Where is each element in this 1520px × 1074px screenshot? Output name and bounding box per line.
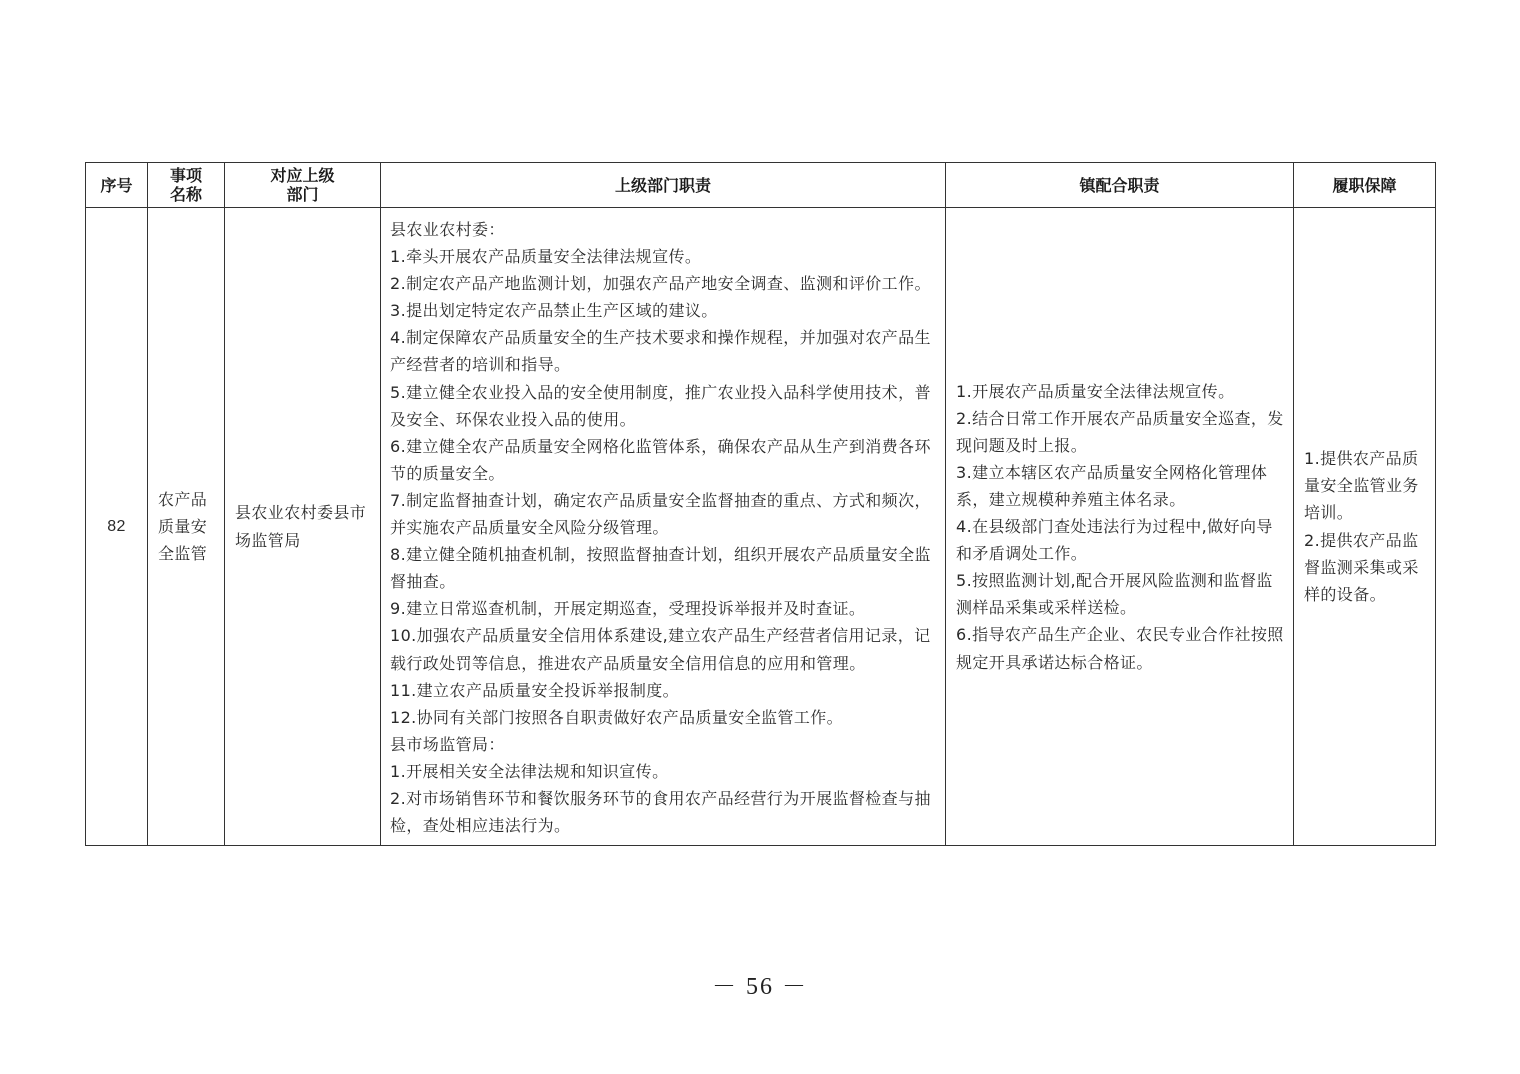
superior-duty-item: 10.加强农产品质量安全信用体系建设,建立农产品生产经营者信用记录，记载行政处罚等信息，推进农产品质量安全信用信息的应用和管理。 bbox=[390, 626, 931, 673]
guarantee-cell bbox=[1294, 208, 1436, 846]
superior-duty-item: 6.建立健全农产品质量安全网格化监管体系，确保农产品从生产到消费各环节的质量安全。 bbox=[390, 436, 931, 483]
town-duty-item: 2.结合日常工作开展农产品质量安全巡查，发现问题及时上报。 bbox=[956, 408, 1284, 455]
guarantee-item: 1.提供农产品质量安全监管业务培训。 bbox=[1304, 449, 1419, 523]
town-duty-item: 6.指导农产品生产企业、农民专业合作社按照规定开具承诺达标合格证。 bbox=[956, 625, 1284, 672]
superior-duty-item: 1.开展相关安全法律法规和知识宣传。 bbox=[390, 761, 669, 781]
superior-duty-item: 县市场监管局： bbox=[390, 734, 505, 754]
table-row bbox=[86, 208, 1436, 846]
header-dept-line-1: 对应上级 bbox=[270, 166, 335, 185]
superior-duty-item: 11.建立农产品质量安全投诉举报制度。 bbox=[390, 680, 680, 700]
header-item-name-line-1: 事项 bbox=[169, 166, 202, 185]
superior-duty-item: 4.制定保障农产品质量安全的生产技术要求和操作规程，并加强对农产品生产经营者的培训和指导。 bbox=[390, 328, 931, 375]
dept-name: 县农业农村委县市场监管局 bbox=[225, 208, 381, 846]
superior-duty-item: 3.提出划定特定农产品禁止生产区域的建议。 bbox=[390, 301, 718, 321]
town-duty-item: 3.建立本辖区农产品质量安全网格化管理体系，建立规模种养殖主体名录。 bbox=[956, 462, 1268, 509]
page-number: － 56 － bbox=[712, 974, 808, 1000]
town-duty-item: 4.在县级部门查处违法行为过程中,做好向导和矛盾调处工作。 bbox=[956, 517, 1273, 564]
superior-duty-item: 县农业农村委： bbox=[390, 220, 505, 239]
header-item-name bbox=[148, 163, 225, 208]
superior-duty-item: 7.制定监督抽查计划，确定农产品质量安全监督抽查的重点、方式和频次，并实施农产品质量安全风险分级管理。 bbox=[390, 490, 931, 538]
superior-duty-item: 9.建立日常巡查机制，开展定期巡查，受理投诉举报并及时查证。 bbox=[390, 599, 866, 619]
header-dept-line-2: 部门 bbox=[286, 185, 319, 204]
town-duty-item: 5.按照监测计划,配合开展风险监测和监督监测样品采集或采样送检。 bbox=[956, 571, 1273, 618]
header-dept bbox=[225, 163, 381, 208]
superior-duties-cell bbox=[381, 208, 946, 846]
item-name: 农产品质量安全监管 bbox=[148, 208, 225, 846]
superior-duty-item: 1.牵头开展农产品质量安全法律法规宣传。 bbox=[390, 247, 702, 267]
town-duty-item: 1.开展农产品质量安全法律法规宣传。 bbox=[956, 381, 1235, 401]
superior-duty-item: 2.对市场销售环节和餐饮服务环节的食用农产品经营行为开展监督检查与抽检，查处相应违法行为。 bbox=[390, 788, 931, 836]
duty-table bbox=[85, 162, 1436, 846]
superior-duty-item: 5.建立健全农业投入品的安全使用制度，推广农业投入品科学使用技术，普及安全、环保农业投入品的使用。 bbox=[390, 382, 931, 429]
guarantee-item: 2.提供农产品监督监测采集或采样的设备。 bbox=[1304, 530, 1419, 604]
table-header-row bbox=[86, 163, 1436, 208]
town-duties-cell bbox=[946, 208, 1294, 846]
header-guarantee: 履职保障 bbox=[1294, 163, 1436, 208]
row-number: 82 bbox=[86, 208, 148, 846]
superior-duty-item: 12.协同有关部门按照各自职责做好农产品质量安全监管工作。 bbox=[390, 707, 844, 727]
superior-duty-item: 8.建立健全随机抽查机制，按照监督抽查计划，组织开展农产品质量安全监督抽查。 bbox=[390, 545, 931, 592]
header-item-name-line-2: 名称 bbox=[169, 185, 202, 204]
header-town-duties: 镇配合职责 bbox=[946, 163, 1294, 208]
superior-duty-item: 2.制定农产品产地监测计划，加强农产品产地安全调查、监测和评价工作。 bbox=[390, 274, 931, 294]
header-no: 序号 bbox=[86, 163, 148, 208]
header-superior-duties: 上级部门职责 bbox=[381, 163, 946, 208]
